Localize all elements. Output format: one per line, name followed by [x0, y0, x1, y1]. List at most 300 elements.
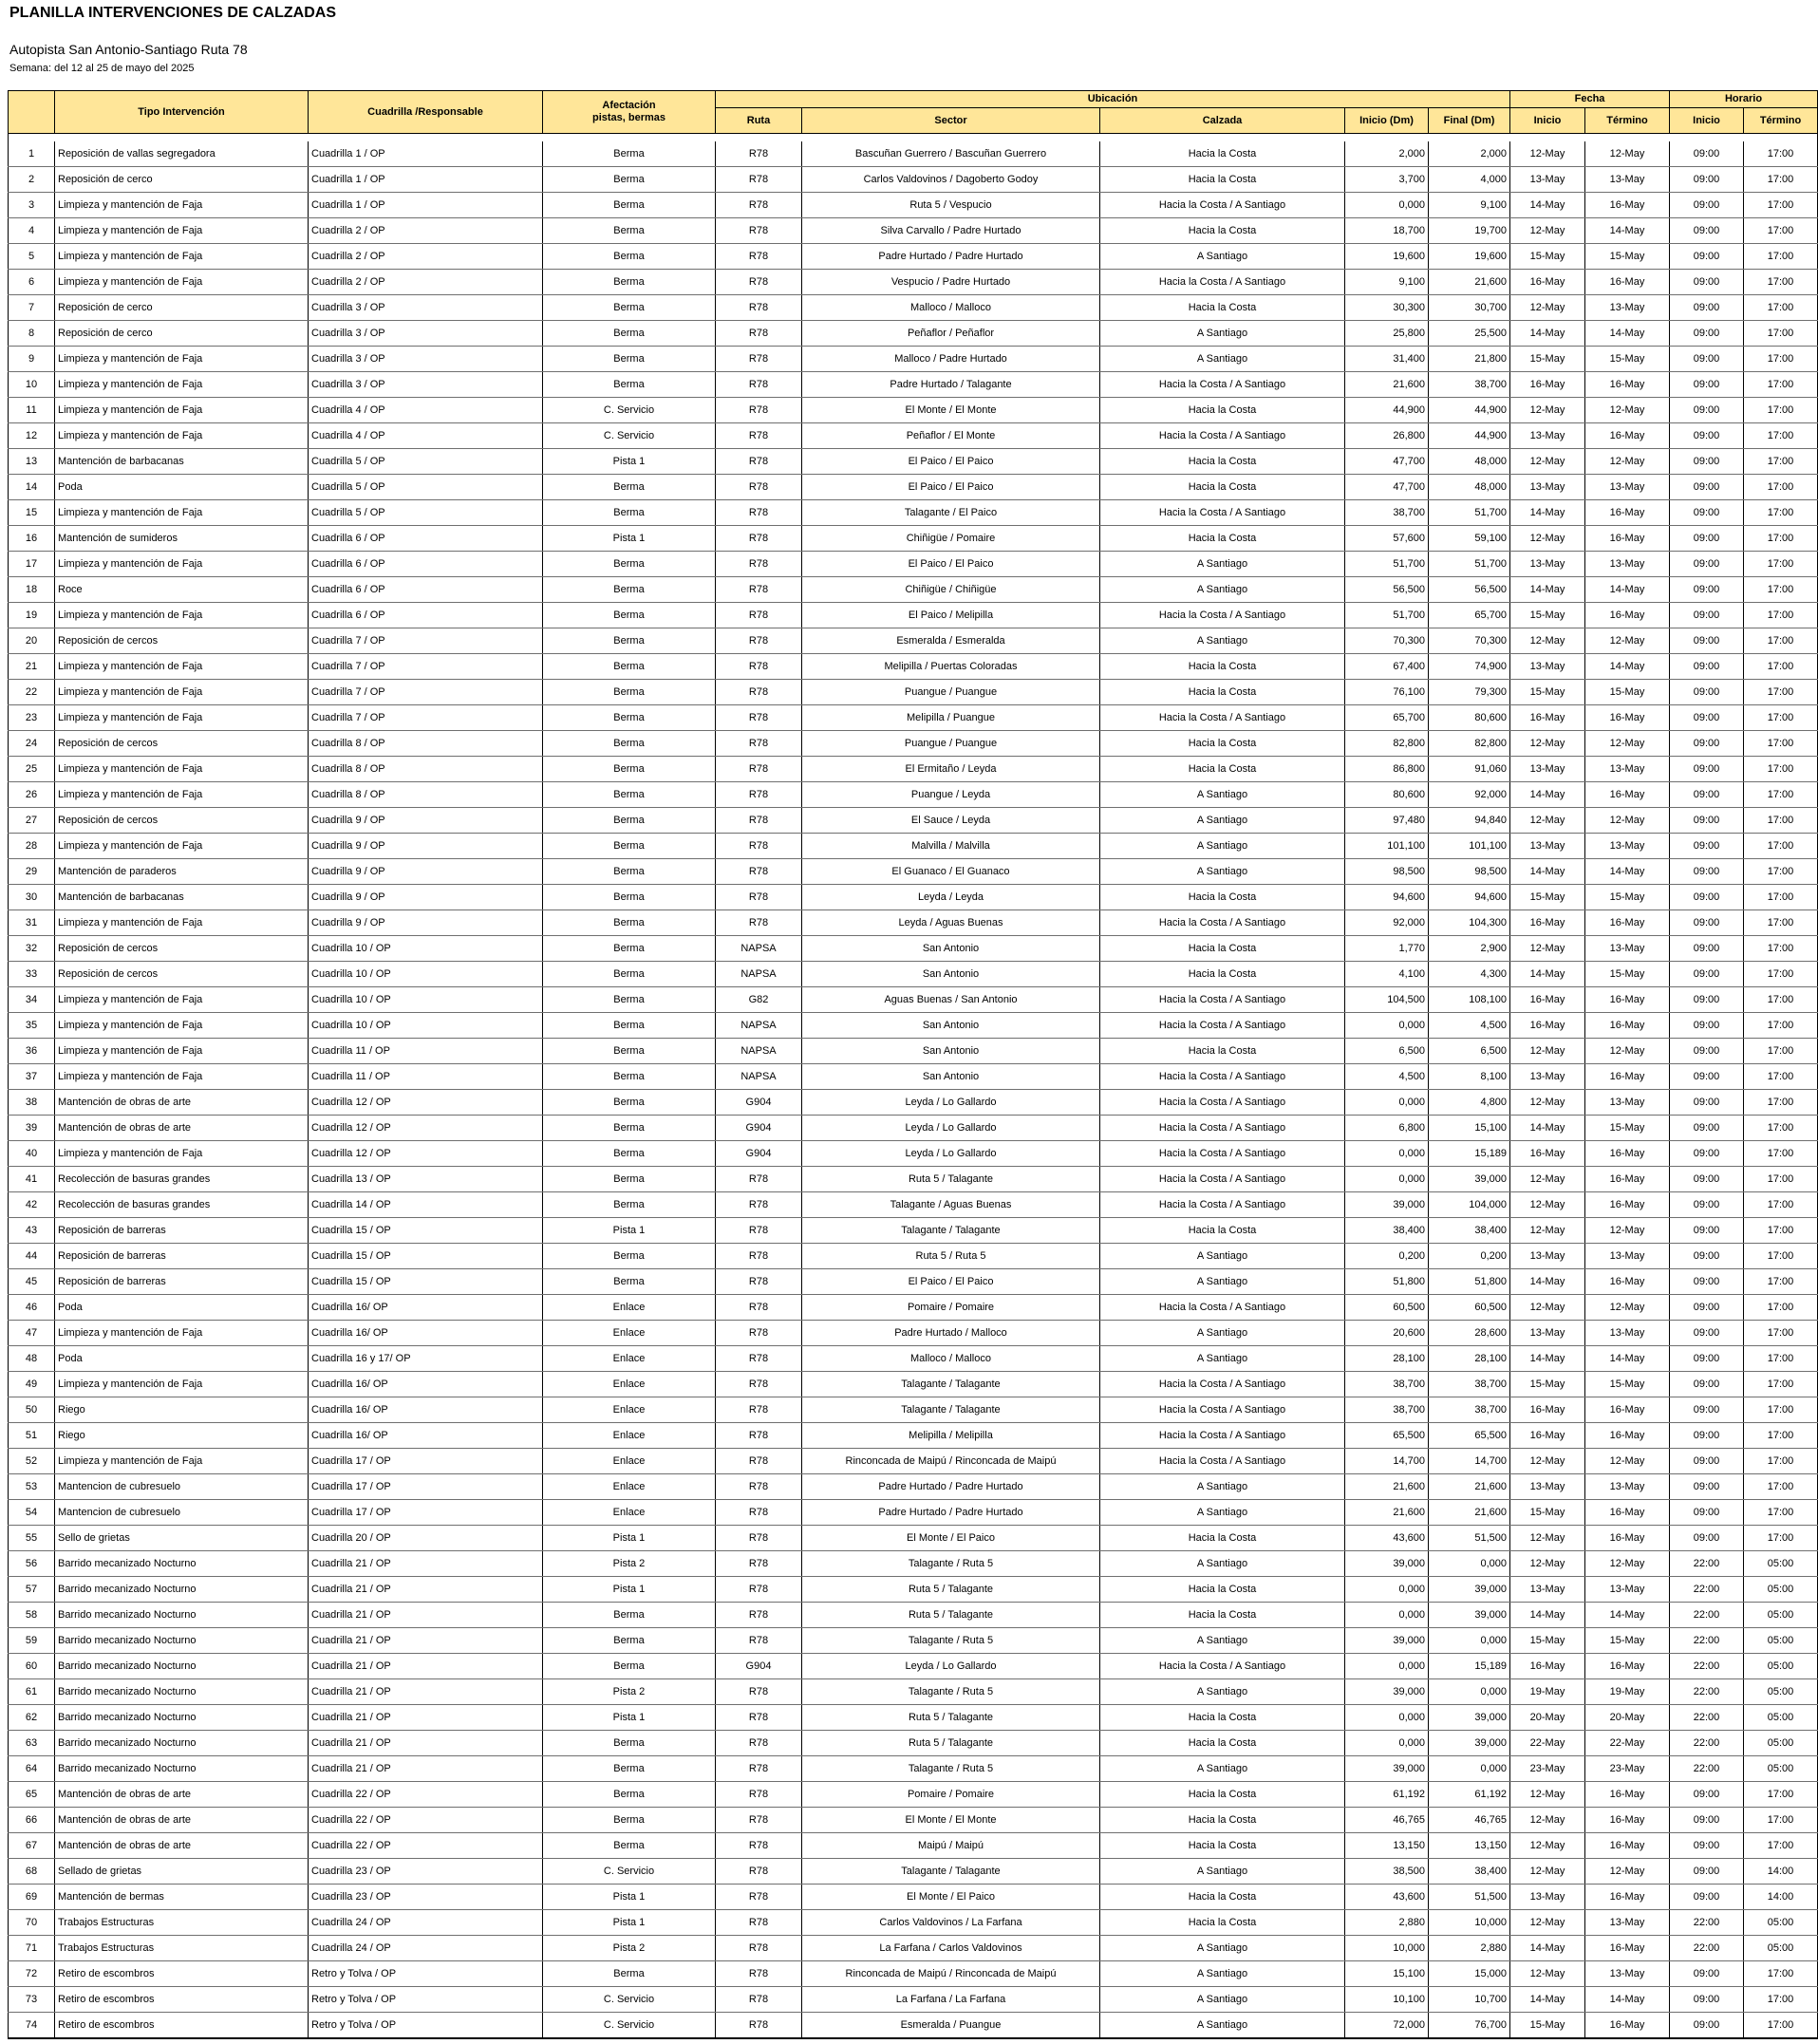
fecha-inicio-cell: 15-May [1510, 244, 1585, 270]
tipo-intervencion-cell: Barrido mecanizado Nocturno [55, 1603, 309, 1628]
tipo-intervencion-cell: Mantención de barbacanas [55, 885, 309, 910]
fecha-inicio-cell: 12-May [1510, 628, 1585, 654]
afectacion-cell: Berma [543, 1013, 716, 1039]
tipo-intervencion-cell: Barrido mecanizado Nocturno [55, 1731, 309, 1756]
table-row [9, 1705, 1818, 1731]
row-number-cell: 4 [9, 218, 55, 244]
cuadrilla-cell: Cuadrilla 22 / OP [309, 1782, 543, 1808]
row-number-cell: 49 [9, 1372, 55, 1397]
calzada-cell: Hacia la Costa [1100, 936, 1345, 962]
ruta-cell: R78 [716, 1603, 802, 1628]
fecha-termino-cell: 16-May [1585, 2013, 1670, 2039]
final-dm-cell: 21,600 [1429, 270, 1510, 295]
inicio-dm-cell: 72,000 [1345, 2013, 1429, 2039]
fecha-termino-cell: 16-May [1585, 193, 1670, 218]
hora-termino-cell: 17:00 [1744, 1808, 1818, 1833]
hora-termino-cell: 17:00 [1744, 731, 1818, 757]
sector-cell: Puangue / Leyda [802, 782, 1100, 808]
hora-inicio-cell: 09:00 [1670, 1346, 1744, 1372]
afectacion-cell: Enlace [543, 1474, 716, 1500]
fecha-termino-cell: 15-May [1585, 680, 1670, 705]
fecha-inicio-cell: 13-May [1510, 1577, 1585, 1603]
cuadrilla-cell: Cuadrilla 17 / OP [309, 1500, 543, 1526]
fecha-inicio-cell: 14-May [1510, 577, 1585, 603]
fecha-termino-cell: 13-May [1585, 1910, 1670, 1936]
header-cuadrilla: Cuadrilla /Responsable [309, 91, 543, 134]
inicio-dm-cell: 4,500 [1345, 1064, 1429, 1090]
row-number-cell: 72 [9, 1961, 55, 1987]
fecha-termino-cell: 20-May [1585, 1705, 1670, 1731]
fecha-inicio-cell: 14-May [1510, 782, 1585, 808]
cuadrilla-cell: Cuadrilla 3 / OP [309, 347, 543, 372]
inicio-dm-cell: 2,880 [1345, 1910, 1429, 1936]
fecha-termino-cell: 15-May [1585, 885, 1670, 910]
cuadrilla-cell: Cuadrilla 16 y 17/ OP [309, 1346, 543, 1372]
fecha-inicio-cell: 12-May [1510, 1808, 1585, 1833]
afectacion-cell: Pista 1 [543, 1910, 716, 1936]
row-number-cell: 43 [9, 1218, 55, 1244]
inicio-dm-cell: 57,600 [1345, 526, 1429, 552]
inicio-dm-cell: 18,700 [1345, 218, 1429, 244]
calzada-cell: Hacia la Costa [1100, 449, 1345, 475]
afectacion-cell: Berma [543, 552, 716, 577]
hora-termino-cell: 17:00 [1744, 1423, 1818, 1449]
cuadrilla-cell: Cuadrilla 12 / OP [309, 1090, 543, 1116]
table-row [9, 1603, 1818, 1628]
hora-termino-cell: 05:00 [1744, 1654, 1818, 1679]
tipo-intervencion-cell: Mantención de barbacanas [55, 449, 309, 475]
final-dm-cell: 0,200 [1429, 1244, 1510, 1269]
sector-cell: Talagante / Ruta 5 [802, 1756, 1100, 1782]
final-dm-cell: 51,500 [1429, 1526, 1510, 1551]
table-row [9, 1167, 1818, 1192]
hora-termino-cell: 17:00 [1744, 757, 1818, 782]
ruta-cell: R78 [716, 1833, 802, 1859]
final-dm-cell: 38,700 [1429, 1397, 1510, 1423]
ruta-cell: R78 [716, 347, 802, 372]
row-number-cell: 20 [9, 628, 55, 654]
hora-termino-cell: 17:00 [1744, 1295, 1818, 1321]
sector-cell: Talagante / Ruta 5 [802, 1628, 1100, 1654]
fecha-inicio-cell: 12-May [1510, 1782, 1585, 1808]
fecha-termino-cell: 16-May [1585, 1192, 1670, 1218]
hora-termino-cell: 05:00 [1744, 1705, 1818, 1731]
inicio-dm-cell: 82,800 [1345, 731, 1429, 757]
inicio-dm-cell: 80,600 [1345, 782, 1429, 808]
hora-inicio-cell: 09:00 [1670, 1372, 1744, 1397]
fecha-inicio-cell: 12-May [1510, 1859, 1585, 1885]
fecha-termino-cell: 16-May [1585, 987, 1670, 1013]
hora-inicio-cell: 09:00 [1670, 2013, 1744, 2039]
ruta-cell: R78 [716, 423, 802, 449]
cuadrilla-cell: Cuadrilla 7 / OP [309, 654, 543, 680]
hora-inicio-cell: 09:00 [1670, 1961, 1744, 1987]
hora-inicio-cell: 09:00 [1670, 962, 1744, 987]
cuadrilla-cell: Cuadrilla 4 / OP [309, 423, 543, 449]
afectacion-cell: Enlace [543, 1295, 716, 1321]
calzada-cell: Hacia la Costa / A Santiago [1100, 500, 1345, 526]
calzada-cell: Hacia la Costa / A Santiago [1100, 1423, 1345, 1449]
tipo-intervencion-cell: Limpieza y mantención de Faja [55, 1039, 309, 1064]
fecha-termino-cell: 12-May [1585, 1449, 1670, 1474]
calzada-cell: A Santiago [1100, 834, 1345, 859]
calzada-cell: Hacia la Costa / A Santiago [1100, 423, 1345, 449]
table-row [9, 218, 1818, 244]
fecha-inicio-cell: 13-May [1510, 1474, 1585, 1500]
hora-termino-cell: 17:00 [1744, 808, 1818, 834]
table-header [9, 91, 1818, 134]
hora-inicio-cell: 09:00 [1670, 1859, 1744, 1885]
afectacion-cell: Berma [543, 1628, 716, 1654]
fecha-termino-cell: 16-May [1585, 1269, 1670, 1295]
ruta-cell: R78 [716, 141, 802, 167]
cuadrilla-cell: Cuadrilla 16/ OP [309, 1397, 543, 1423]
row-number-cell: 38 [9, 1090, 55, 1116]
afectacion-cell: C. Servicio [543, 2013, 716, 2039]
hora-termino-cell: 17:00 [1744, 1474, 1818, 1500]
page-subtitle: Autopista San Antonio-Santiago Ruta 78 [9, 42, 248, 57]
ruta-cell: R78 [716, 1474, 802, 1500]
header-fecha-termino: Término [1585, 108, 1670, 134]
tipo-intervencion-cell: Mantención de paraderos [55, 859, 309, 885]
hora-inicio-cell: 09:00 [1670, 1167, 1744, 1192]
final-dm-cell: 39,000 [1429, 1731, 1510, 1756]
cuadrilla-cell: Cuadrilla 21 / OP [309, 1654, 543, 1679]
hora-termino-cell: 17:00 [1744, 1167, 1818, 1192]
fecha-inicio-cell: 12-May [1510, 295, 1585, 321]
fecha-inicio-cell: 16-May [1510, 372, 1585, 398]
afectacion-cell: Pista 1 [543, 1218, 716, 1244]
table-row [9, 1013, 1818, 1039]
hora-termino-cell: 17:00 [1744, 910, 1818, 936]
fecha-inicio-cell: 12-May [1510, 449, 1585, 475]
hora-termino-cell: 17:00 [1744, 680, 1818, 705]
hora-termino-cell: 17:00 [1744, 1961, 1818, 1987]
inicio-dm-cell: 39,000 [1345, 1679, 1429, 1705]
final-dm-cell: 104,300 [1429, 910, 1510, 936]
afectacion-cell: Berma [543, 1603, 716, 1628]
sector-cell: Bascuñan Guerrero / Bascuñan Guerrero [802, 141, 1100, 167]
afectacion-cell: Berma [543, 1064, 716, 1090]
tipo-intervencion-cell: Limpieza y mantención de Faja [55, 270, 309, 295]
header-sector: Sector [802, 108, 1100, 134]
afectacion-cell: Berma [543, 1833, 716, 1859]
tipo-intervencion-cell: Mantencion de cubresuelo [55, 1474, 309, 1500]
header-ruta: Ruta [716, 108, 802, 134]
fecha-termino-cell: 13-May [1585, 757, 1670, 782]
calzada-cell: Hacia la Costa [1100, 654, 1345, 680]
ruta-cell: R78 [716, 1397, 802, 1423]
cuadrilla-cell: Cuadrilla 11 / OP [309, 1039, 543, 1064]
calzada-cell: Hacia la Costa / A Santiago [1100, 705, 1345, 731]
cuadrilla-cell: Cuadrilla 10 / OP [309, 936, 543, 962]
ruta-cell: R78 [716, 500, 802, 526]
table-row [9, 1372, 1818, 1397]
table-row [9, 398, 1818, 423]
hora-inicio-cell: 09:00 [1670, 1500, 1744, 1526]
fecha-termino-cell: 14-May [1585, 859, 1670, 885]
cuadrilla-cell: Cuadrilla 16/ OP [309, 1423, 543, 1449]
cuadrilla-cell: Cuadrilla 15 / OP [309, 1269, 543, 1295]
afectacion-cell: Berma [543, 705, 716, 731]
ruta-cell: NAPSA [716, 1039, 802, 1064]
sector-cell: Melipilla / Melipilla [802, 1423, 1100, 1449]
final-dm-cell: 4,500 [1429, 1013, 1510, 1039]
tipo-intervencion-cell: Barrido mecanizado Nocturno [55, 1577, 309, 1603]
final-dm-cell: 91,060 [1429, 757, 1510, 782]
sector-cell: Talagante / Talagante [802, 1397, 1100, 1423]
table-row [9, 1987, 1818, 2013]
cuadrilla-cell: Cuadrilla 9 / OP [309, 885, 543, 910]
final-dm-cell: 51,500 [1429, 1885, 1510, 1910]
calzada-cell: A Santiago [1100, 1961, 1345, 1987]
sector-cell: Carlos Valdovinos / Dagoberto Godoy [802, 167, 1100, 193]
hora-termino-cell: 14:00 [1744, 1859, 1818, 1885]
fecha-termino-cell: 12-May [1585, 1859, 1670, 1885]
fecha-termino-cell: 13-May [1585, 167, 1670, 193]
hora-inicio-cell: 09:00 [1670, 1039, 1744, 1064]
hora-inicio-cell: 09:00 [1670, 910, 1744, 936]
sector-cell: Esmeralda / Puangue [802, 2013, 1100, 2039]
cuadrilla-cell: Cuadrilla 5 / OP [309, 475, 543, 500]
calzada-cell: A Santiago [1100, 1551, 1345, 1577]
hora-inicio-cell: 22:00 [1670, 1910, 1744, 1936]
final-dm-cell: 21,600 [1429, 1500, 1510, 1526]
hora-termino-cell: 17:00 [1744, 705, 1818, 731]
fecha-termino-cell: 14-May [1585, 577, 1670, 603]
row-number-cell: 32 [9, 936, 55, 962]
tipo-intervencion-cell: Trabajos Estructuras [55, 1910, 309, 1936]
hora-inicio-cell: 09:00 [1670, 1782, 1744, 1808]
ruta-cell: R78 [716, 1936, 802, 1961]
header-afectacion-line1: Afectación [602, 100, 656, 111]
calzada-cell: Hacia la Costa / A Santiago [1100, 1192, 1345, 1218]
afectacion-cell: Enlace [543, 1449, 716, 1474]
calzada-cell: A Santiago [1100, 1987, 1345, 2013]
ruta-cell: NAPSA [716, 962, 802, 987]
tipo-intervencion-cell: Poda [55, 1346, 309, 1372]
final-dm-cell: 51,700 [1429, 552, 1510, 577]
table-row [9, 270, 1818, 295]
cuadrilla-cell: Cuadrilla 20 / OP [309, 1526, 543, 1551]
tipo-intervencion-cell: Riego [55, 1397, 309, 1423]
hora-inicio-cell: 09:00 [1670, 1885, 1744, 1910]
afectacion-cell: Berma [543, 885, 716, 910]
sector-cell: Ruta 5 / Vespucio [802, 193, 1100, 218]
final-dm-cell: 48,000 [1429, 449, 1510, 475]
fecha-inicio-cell: 14-May [1510, 500, 1585, 526]
hora-termino-cell: 17:00 [1744, 244, 1818, 270]
fecha-termino-cell: 23-May [1585, 1756, 1670, 1782]
hora-inicio-cell: 09:00 [1670, 1244, 1744, 1269]
final-dm-cell: 19,700 [1429, 218, 1510, 244]
final-dm-cell: 39,000 [1429, 1577, 1510, 1603]
calzada-cell: Hacia la Costa [1100, 475, 1345, 500]
inicio-dm-cell: 0,000 [1345, 1141, 1429, 1167]
fecha-termino-cell: 16-May [1585, 705, 1670, 731]
sector-cell: El Paico / Melipilla [802, 603, 1100, 628]
calzada-cell: Hacia la Costa / A Santiago [1100, 1141, 1345, 1167]
afectacion-cell: Berma [543, 500, 716, 526]
hora-termino-cell: 17:00 [1744, 1244, 1818, 1269]
tipo-intervencion-cell: Limpieza y mantención de Faja [55, 552, 309, 577]
sector-cell: Vespucio / Padre Hurtado [802, 270, 1100, 295]
fecha-termino-cell: 12-May [1585, 141, 1670, 167]
hora-inicio-cell: 09:00 [1670, 270, 1744, 295]
calzada-cell: Hacia la Costa [1100, 885, 1345, 910]
hora-termino-cell: 17:00 [1744, 1782, 1818, 1808]
hora-inicio-cell: 22:00 [1670, 1731, 1744, 1756]
calzada-cell: A Santiago [1100, 321, 1345, 347]
spacer-cell [9, 134, 1818, 142]
final-dm-cell: 48,000 [1429, 475, 1510, 500]
ruta-cell: R78 [716, 1679, 802, 1705]
inicio-dm-cell: 38,700 [1345, 500, 1429, 526]
table-row [9, 808, 1818, 834]
cuadrilla-cell: Cuadrilla 5 / OP [309, 449, 543, 475]
tipo-intervencion-cell: Limpieza y mantención de Faja [55, 1321, 309, 1346]
hora-termino-cell: 05:00 [1744, 1679, 1818, 1705]
ruta-cell: R78 [716, 2013, 802, 2039]
inicio-dm-cell: 0,000 [1345, 1603, 1429, 1628]
afectacion-cell: Berma [543, 1756, 716, 1782]
final-dm-cell: 25,500 [1429, 321, 1510, 347]
tipo-intervencion-cell: Limpieza y mantención de Faja [55, 782, 309, 808]
ruta-cell: NAPSA [716, 1013, 802, 1039]
sector-cell: El Paico / El Paico [802, 475, 1100, 500]
hora-termino-cell: 17:00 [1744, 654, 1818, 680]
cuadrilla-cell: Cuadrilla 8 / OP [309, 757, 543, 782]
table-row [9, 1295, 1818, 1321]
row-number-cell: 31 [9, 910, 55, 936]
ruta-cell: R78 [716, 1885, 802, 1910]
ruta-cell: R78 [716, 885, 802, 910]
hora-inicio-cell: 09:00 [1670, 423, 1744, 449]
row-number-cell: 53 [9, 1474, 55, 1500]
fecha-termino-cell: 12-May [1585, 628, 1670, 654]
sector-cell: Leyda / Lo Gallardo [802, 1141, 1100, 1167]
afectacion-cell: C. Servicio [543, 398, 716, 423]
hora-inicio-cell: 09:00 [1670, 731, 1744, 757]
row-number-cell: 50 [9, 1397, 55, 1423]
hora-termino-cell: 17:00 [1744, 500, 1818, 526]
cuadrilla-cell: Cuadrilla 24 / OP [309, 1910, 543, 1936]
ruta-cell: G904 [716, 1090, 802, 1116]
sector-cell: Pomaire / Pomaire [802, 1782, 1100, 1808]
fecha-termino-cell: 14-May [1585, 321, 1670, 347]
final-dm-cell: 14,700 [1429, 1449, 1510, 1474]
hora-inicio-cell: 09:00 [1670, 1116, 1744, 1141]
calzada-cell: Hacia la Costa [1100, 1218, 1345, 1244]
inicio-dm-cell: 0,000 [1345, 1731, 1429, 1756]
sector-cell: Malloco / Malloco [802, 1346, 1100, 1372]
final-dm-cell: 0,000 [1429, 1551, 1510, 1577]
fecha-inicio-cell: 12-May [1510, 1090, 1585, 1116]
sector-cell: Leyda / Lo Gallardo [802, 1090, 1100, 1116]
inicio-dm-cell: 97,480 [1345, 808, 1429, 834]
hora-termino-cell: 05:00 [1744, 1756, 1818, 1782]
hora-termino-cell: 17:00 [1744, 1064, 1818, 1090]
sector-cell: Talagante / Talagante [802, 1218, 1100, 1244]
row-number-cell: 37 [9, 1064, 55, 1090]
final-dm-cell: 101,100 [1429, 834, 1510, 859]
fecha-termino-cell: 14-May [1585, 218, 1670, 244]
hora-termino-cell: 17:00 [1744, 270, 1818, 295]
ruta-cell: R78 [716, 628, 802, 654]
table-row [9, 885, 1818, 910]
fecha-termino-cell: 13-May [1585, 1961, 1670, 1987]
table-row [9, 526, 1818, 552]
ruta-cell: R78 [716, 1910, 802, 1936]
sector-cell: Ruta 5 / Talagante [802, 1603, 1100, 1628]
tipo-intervencion-cell: Reposición de barreras [55, 1218, 309, 1244]
cuadrilla-cell: Cuadrilla 16/ OP [309, 1372, 543, 1397]
row-number-cell: 48 [9, 1346, 55, 1372]
inicio-dm-cell: 56,500 [1345, 577, 1429, 603]
fecha-inicio-cell: 12-May [1510, 1192, 1585, 1218]
inicio-dm-cell: 19,600 [1345, 244, 1429, 270]
table-row [9, 628, 1818, 654]
tipo-intervencion-cell: Limpieza y mantención de Faja [55, 1064, 309, 1090]
cuadrilla-cell: Cuadrilla 11 / OP [309, 1064, 543, 1090]
row-number-cell: 35 [9, 1013, 55, 1039]
fecha-termino-cell: 12-May [1585, 808, 1670, 834]
fecha-inicio-cell: 16-May [1510, 1423, 1585, 1449]
row-number-cell: 44 [9, 1244, 55, 1269]
fecha-termino-cell: 12-May [1585, 1551, 1670, 1577]
hora-inicio-cell: 22:00 [1670, 1603, 1744, 1628]
table-row [9, 2013, 1818, 2039]
hora-inicio-cell: 09:00 [1670, 1423, 1744, 1449]
sector-cell: Esmeralda / Esmeralda [802, 628, 1100, 654]
row-number-cell: 8 [9, 321, 55, 347]
tipo-intervencion-cell: Reposición de barreras [55, 1269, 309, 1295]
fecha-termino-cell: 22-May [1585, 1731, 1670, 1756]
final-dm-cell: 15,000 [1429, 1961, 1510, 1987]
afectacion-cell: C. Servicio [543, 423, 716, 449]
hora-inicio-cell: 09:00 [1670, 603, 1744, 628]
hora-termino-cell: 17:00 [1744, 1269, 1818, 1295]
table-row [9, 193, 1818, 218]
inicio-dm-cell: 0,000 [1345, 1654, 1429, 1679]
inicio-dm-cell: 101,100 [1345, 834, 1429, 859]
fecha-termino-cell: 15-May [1585, 1372, 1670, 1397]
ruta-cell: NAPSA [716, 936, 802, 962]
inicio-dm-cell: 0,200 [1345, 1244, 1429, 1269]
tipo-intervencion-cell: Mantención de obras de arte [55, 1833, 309, 1859]
calzada-cell: Hacia la Costa [1100, 398, 1345, 423]
hora-termino-cell: 17:00 [1744, 1090, 1818, 1116]
hora-inicio-cell: 22:00 [1670, 1705, 1744, 1731]
inicio-dm-cell: 4,100 [1345, 962, 1429, 987]
hora-termino-cell: 05:00 [1744, 1577, 1818, 1603]
hora-termino-cell: 17:00 [1744, 1833, 1818, 1859]
calzada-cell: Hacia la Costa [1100, 962, 1345, 987]
table-row [9, 680, 1818, 705]
fecha-inicio-cell: 13-May [1510, 757, 1585, 782]
cuadrilla-cell: Cuadrilla 2 / OP [309, 218, 543, 244]
row-number-cell: 65 [9, 1782, 55, 1808]
ruta-cell: R78 [716, 808, 802, 834]
cuadrilla-cell: Cuadrilla 21 / OP [309, 1756, 543, 1782]
fecha-termino-cell: 14-May [1585, 1346, 1670, 1372]
calzada-cell: Hacia la Costa / A Santiago [1100, 1116, 1345, 1141]
hora-inicio-cell: 09:00 [1670, 295, 1744, 321]
fecha-termino-cell: 13-May [1585, 1321, 1670, 1346]
ruta-cell: R78 [716, 1167, 802, 1192]
cuadrilla-cell: Cuadrilla 7 / OP [309, 628, 543, 654]
inicio-dm-cell: 43,600 [1345, 1885, 1429, 1910]
